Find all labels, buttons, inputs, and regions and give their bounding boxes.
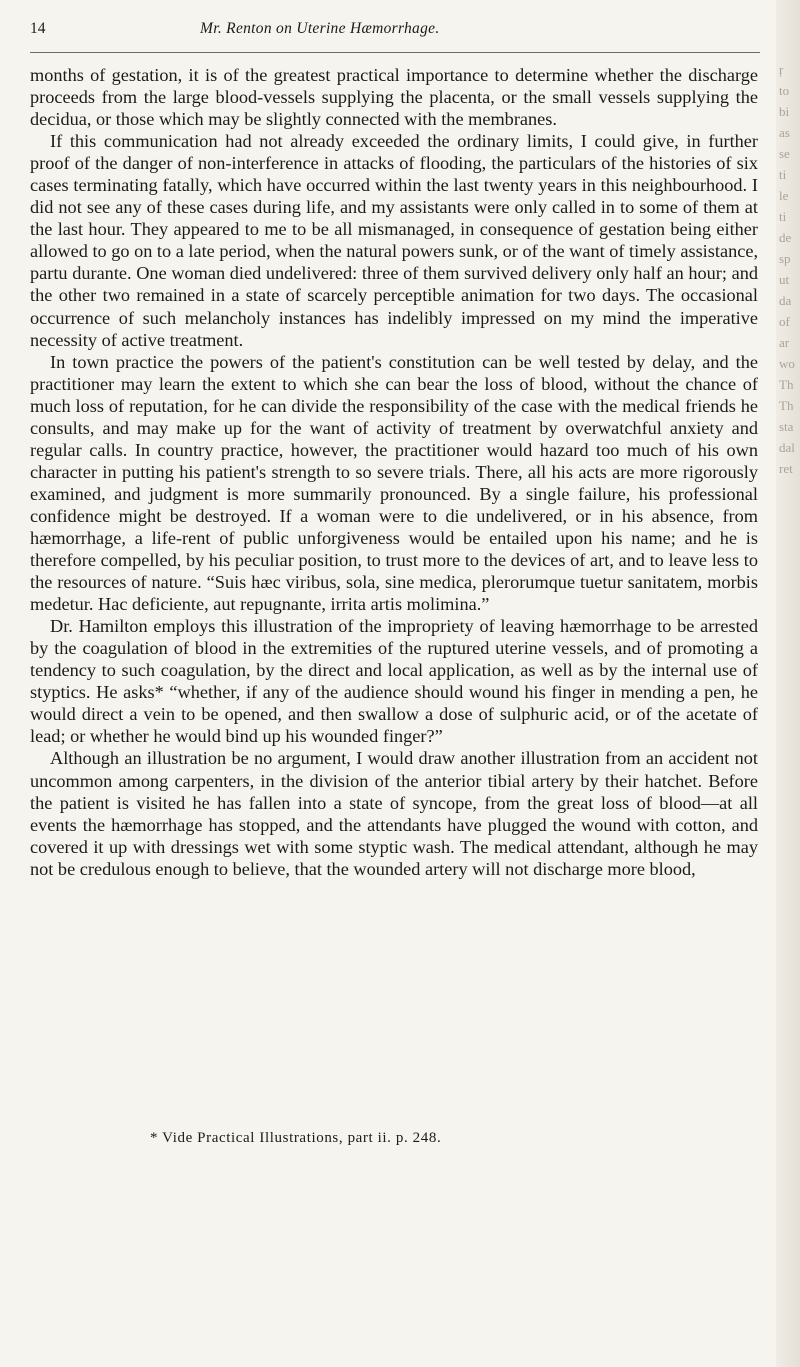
margin-fragment: le bbox=[779, 188, 789, 203]
margin-fragment: to bbox=[779, 83, 790, 98]
paragraph: months of gestation, it is of the greatest practical importance to determine whether the discharge proceeds from the large blood-vessels supplying the placenta, or the small vessels supplying the decidua, or those which may be slightly connected with the membranes. bbox=[30, 65, 758, 130]
facing-page-edge bbox=[776, 0, 800, 1367]
margin-fragment: Th bbox=[779, 377, 794, 392]
paragraph: Dr. Hamilton employs this illustration of the impropriety of leaving hæmorrhage to be arrested by the coagulation of blood in the extremities of the ruptured uterine vessels, and of promoting a tendency to such coagulation, by the direct and local application, as well as by the internal use of styptics. He asks* “whether, if any of the audience should wound his finger in mending a pen, he would direct a vein to be opened, and then swallow a dose of sulphuric acid, or of the acetate of lead; or whether he would bind up his wounded finger?” bbox=[30, 616, 758, 747]
margin-fragment: Th bbox=[779, 398, 794, 413]
body-text bbox=[30, 64, 758, 880]
header-rule bbox=[30, 52, 760, 53]
margin-fragment: se bbox=[779, 146, 790, 161]
page-header bbox=[30, 20, 760, 46]
margin-fragment: sp bbox=[779, 251, 791, 266]
margin-fragment: ut bbox=[779, 272, 790, 287]
paragraph: Although an illustration be no argument, I would draw another illustration from an accident not uncommon among carpenters, in the division of the anterior tibial artery by their hatchet. Before the patient is visited he has fallen into a state of syncope, from the great loss of blood—at all events the hæmorrhage has stopped, and the attendants have plugged the wound with cotton, and covered it up with dressings wet with some styptic wash. The medical attendant, although he may not be credulous enough to believe, that the wounded artery will not discharge more blood, bbox=[30, 748, 758, 879]
margin-fragment: of bbox=[779, 314, 790, 329]
margin-fragment: sta bbox=[779, 419, 794, 434]
margin-fragment: ti bbox=[779, 167, 787, 182]
margin-fragment: as bbox=[779, 125, 790, 140]
margin-fragment: da bbox=[779, 293, 792, 308]
margin-fragment: ret bbox=[779, 461, 793, 476]
paragraph: If this communication had not already exceeded the ordinary limits, I could give, in further proof of the danger of non-interference in attacks of flooding, the particulars of the histories of six cases terminating fatally, which have occurred within the last twenty years in this neighbourhood. I did not see any of these cases during life, and my assistants were only called in to some of them at the last hour. They appeared to me to be all mismanaged, in consequence of gestation being either allowed to go on to a late period, when the natural powers sunk, or of the want of timely assistance, partu durante. One woman died undelivered: three of them survived delivery only half an hour; and the other two remained in a state of scarcely perceptible animation for two days. The occasional occurrence of such melancholy instances has indelibly impressed on my mind the imperative necessity of active treatment. bbox=[30, 131, 759, 350]
margin-fragment: dal bbox=[779, 440, 795, 455]
margin-fragment: wo bbox=[779, 356, 795, 371]
paragraph: In town practice the powers of the patient's constitution can be well tested by delay, and the practitioner may learn the extent to which she can bear the loss of blood, without the chance of much loss of reputation, for he can divide the responsibility of the case with the medical friends he consults, and may make up for the want of activity of treatment by overwatchful anxiety and regular calls. In country practice, however, the practitioner would hazard too much of his own character in putting his patient's strength to so severe trials. There, all his acts are more rigorously examined, and judgment is more summarily pronounced. By a single failure, his professional confidence might be destroyed. If a woman were to die undelivered, or in his absence, from hæmorrhage, a life-rent of public unforgiveness would be entailed upon his name; and he is therefore compelled, by his peculiar position, to trust more to the devices of art, and to leave less to the resources of nature. “Suis hæc viribus, sola, sine medica, plerorumque tuetur sanitatem, morbis medetur. Hac deficiente, aut repugnante, irrita artis molimina.” bbox=[30, 351, 758, 615]
margin-fragment: ar bbox=[779, 335, 790, 350]
margin-fragment: ŗ bbox=[779, 62, 784, 77]
margin-fragment: bi bbox=[779, 104, 790, 119]
margin-fragment: de bbox=[779, 230, 792, 245]
footnote: * Vide Practical Illustrations, part ii. p. 248. bbox=[150, 1130, 442, 1146]
page-number: 14 bbox=[30, 20, 46, 37]
running-title: Mr. Renton on Uterine Hæmorrhage. bbox=[200, 20, 440, 37]
margin-fragment: ti bbox=[779, 209, 787, 224]
